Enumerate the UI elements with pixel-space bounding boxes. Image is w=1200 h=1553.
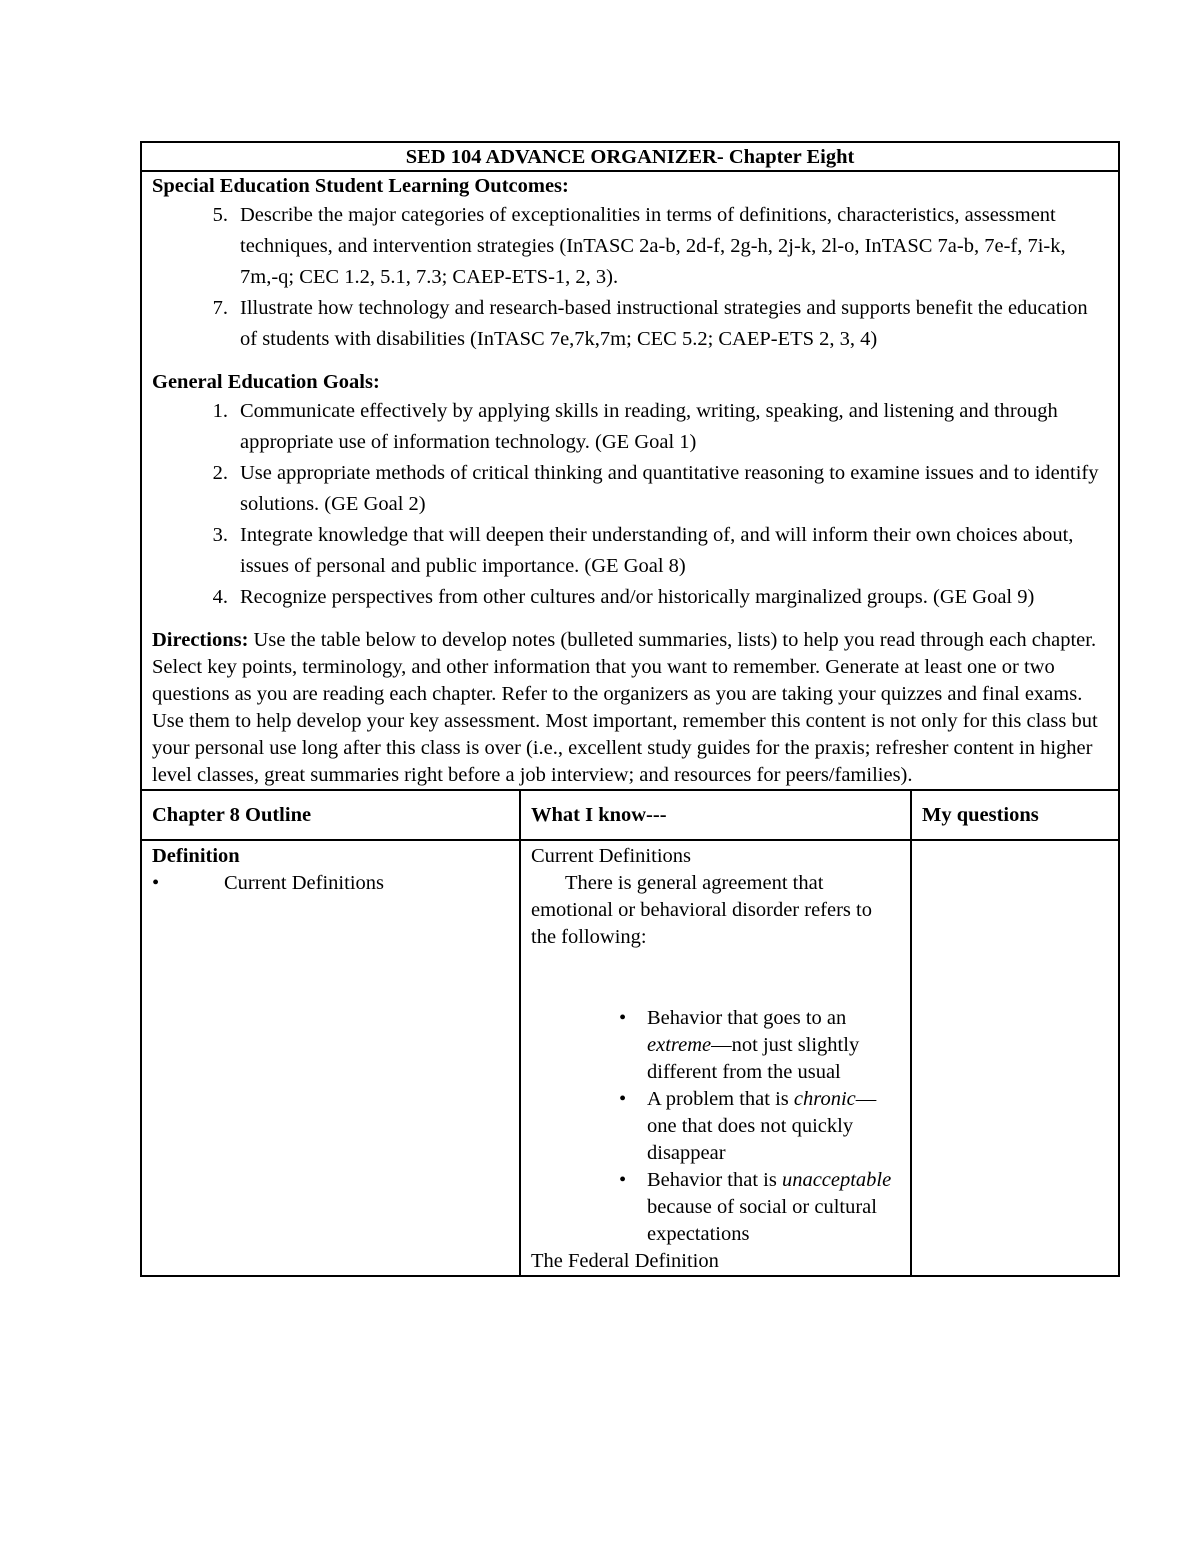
list-item bbox=[152, 458, 1108, 520]
ge-goals-heading: General Education Goals: bbox=[152, 371, 380, 393]
list-item-number: 3. bbox=[212, 524, 228, 546]
list-item bbox=[531, 1167, 900, 1248]
list-item bbox=[152, 582, 1108, 613]
outline-item-text: Current Definitions bbox=[224, 872, 384, 894]
bullet-text: —one that does not quickly disappear bbox=[647, 1088, 877, 1164]
column-header-my-questions: My questions bbox=[911, 790, 1119, 840]
list-item-text: Communicate effectively by applying skills in reading, writing, speaking, and listening and through appropriate use of information technology. (GE Goal 1) bbox=[240, 400, 1058, 453]
sed-outcomes-heading: Special Education Student Learning Outcomes: bbox=[152, 175, 569, 197]
intro-section bbox=[141, 171, 1119, 790]
directions-paragraph bbox=[152, 627, 1108, 789]
bullet-icon: • bbox=[152, 872, 160, 894]
organizer-table bbox=[140, 141, 1120, 1277]
list-item-text: Describe the major categories of exceptionalities in terms of definitions, characteristics, assessment techniques, and intervention strategies (InTASC 2a-b, 2d-f, 2g-h, 2j-k, 2l-o, InTASC 7a-b, 7e-f, 7i-k, 7m,-q; CEC 1.2, 5.1, 7.3; CAEP-ETS-1, 2, 3). bbox=[240, 204, 1066, 288]
organizer-document bbox=[140, 141, 1118, 1277]
list-item-text: Use appropriate methods of critical thinking and quantitative reasoning to examine issues and to identify solutions. (GE Goal 2) bbox=[240, 462, 1099, 515]
list-item-number: 7. bbox=[212, 297, 228, 319]
outline-heading: Definition bbox=[152, 845, 240, 867]
bullet-icon: • bbox=[619, 1007, 627, 1029]
list-item bbox=[152, 396, 1108, 458]
list-item-number: 5. bbox=[212, 204, 228, 226]
notes-bullet-list bbox=[531, 1005, 900, 1248]
list-item bbox=[152, 520, 1108, 582]
column-header-what-i-know: What I know--- bbox=[520, 790, 911, 840]
directions-label: Directions: bbox=[152, 629, 249, 651]
bullet-icon: • bbox=[619, 1169, 627, 1191]
list-item-text: Illustrate how technology and research-based instructional strategies and supports benefit the education of students with disabilities (InTASC 7e,7k,7m; CEC 5.2; CAEP-ETS 2, 3, 4) bbox=[240, 297, 1088, 350]
bullet-emphasis: unacceptable bbox=[781, 1169, 892, 1191]
bullet-text: because of social or cultural expectations bbox=[647, 1196, 877, 1245]
notes-footer: The Federal Definition bbox=[531, 1250, 719, 1272]
list-item bbox=[152, 293, 1108, 355]
bullet-text: —not just slightly different from the usual bbox=[647, 1034, 860, 1083]
list-item-text: Recognize perspectives from other cultures and/or historically marginalized groups. (GE Goal 9) bbox=[240, 586, 1035, 608]
list-item-number: 4. bbox=[212, 586, 228, 608]
notes-intro bbox=[531, 870, 900, 951]
sed-outcomes-list bbox=[152, 200, 1108, 355]
bullet-text: A problem that is bbox=[647, 1088, 794, 1110]
outline-cell bbox=[141, 840, 520, 1276]
column-header-outline: Chapter 8 Outline bbox=[141, 790, 520, 840]
bullet-icon: • bbox=[619, 1088, 627, 1110]
document-title: SED 104 ADVANCE ORGANIZER- Chapter Eight bbox=[141, 142, 1119, 171]
bullet-emphasis: extreme bbox=[647, 1034, 712, 1056]
notes-subheading: Current Definitions bbox=[531, 845, 691, 867]
directions-text: Use the table below to develop notes (bulleted summaries, lists) to help you read through each chapter. Select key points, terminology, and other information that you want to remember. Generate at least one or two questions as you are reading each chapter. Refer to the organizers as you are taking your quizzes and final exams. Use them to help develop your key assessment. Most important, remember this content is not only for this class but your personal use long after this class is over (i.e., excellent study guides for the praxis; refresher content in higher level classes, great summaries right before a job interview; and resources for peers/families). bbox=[152, 629, 1098, 786]
list-item-text: Integrate knowledge that will deepen their understanding of, and will inform their own choices about, issues of personal and public importance. (GE Goal 8) bbox=[240, 524, 1074, 577]
notes-cell bbox=[520, 840, 911, 1276]
list-item bbox=[152, 200, 1108, 293]
list-item-number: 2. bbox=[212, 462, 228, 484]
list-item bbox=[531, 1005, 900, 1086]
bullet-emphasis: chronic bbox=[793, 1088, 856, 1110]
list-item-number: 1. bbox=[212, 400, 228, 422]
notes-intro-text: There is general agreement that emotional or behavioral disorder refers to the following: bbox=[531, 872, 872, 948]
questions-cell[interactable] bbox=[911, 840, 1119, 1276]
outline-item bbox=[152, 870, 509, 897]
ge-goals-list bbox=[152, 396, 1108, 613]
bullet-text: Behavior that is bbox=[647, 1169, 782, 1191]
list-item bbox=[531, 1086, 900, 1167]
bullet-text: Behavior that goes to an bbox=[647, 1007, 847, 1029]
